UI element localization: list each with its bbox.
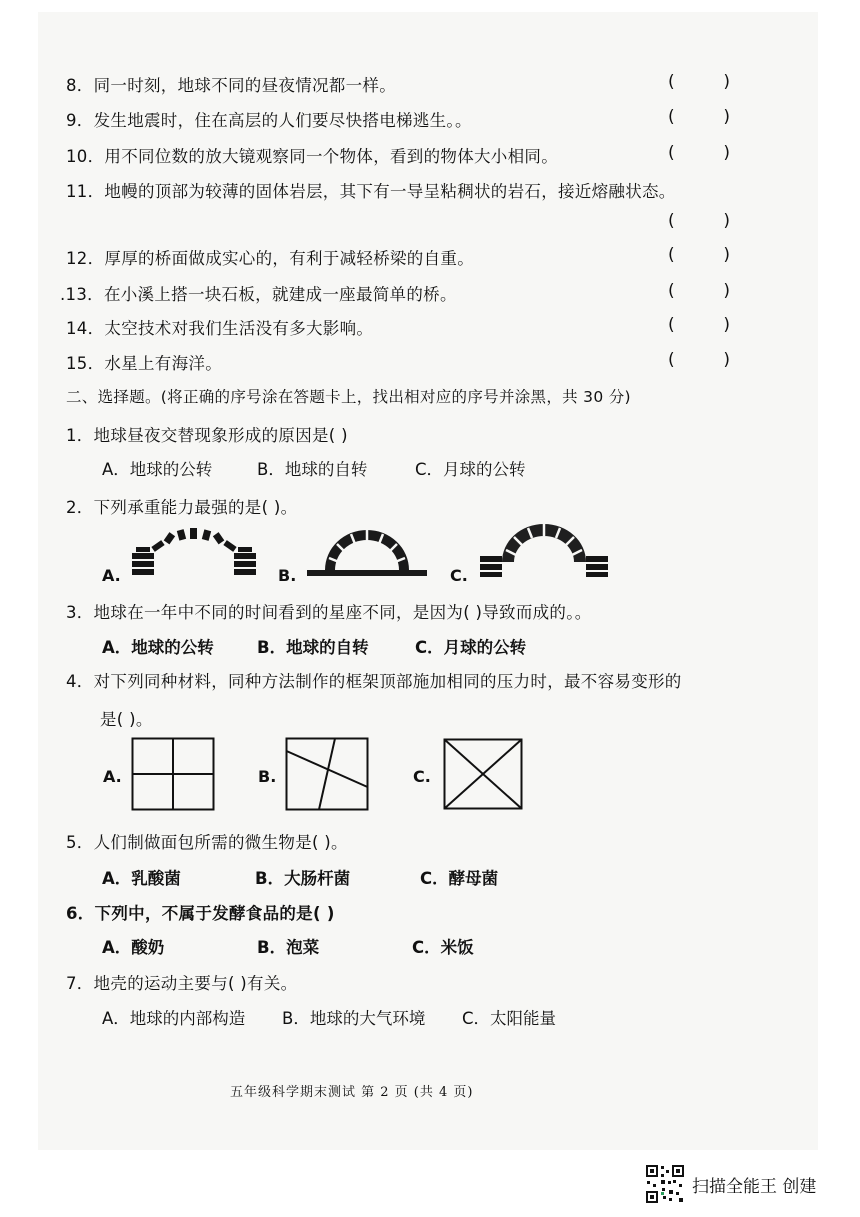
option-a: A．乳酸菌 <box>102 869 181 888</box>
answer-paren-12: ( ) <box>668 245 730 265</box>
option-a: A．地球的内部构造 <box>102 1009 246 1028</box>
question-8: 8．同一时刻，地球不同的昼夜情况都一样。 <box>66 76 396 95</box>
option-c: C．米饭 <box>412 938 474 957</box>
option-c: C．月球的公转 <box>415 460 526 479</box>
page-footer: 五年级科学期末测试 第 2 页 (共 4 页) <box>230 1085 474 1100</box>
choice-question-2: 2．下列承重能力最强的是( )。 <box>66 498 298 517</box>
choice-options-5 <box>102 865 498 889</box>
frame-label-c: C. <box>413 767 431 786</box>
option-b: B．大肠杆菌 <box>255 869 351 888</box>
choice-question-1: 1．地球昼夜交替现象形成的原因是( ) <box>66 426 348 445</box>
option-c: C．太阳能量 <box>462 1009 557 1028</box>
section-2-title: 二、选择题。(将正确的序号涂在答题卡上，找出相对应的序号并涂黑，共 30 分) <box>66 388 631 406</box>
option-b: B．地球的自转 <box>257 460 368 479</box>
answer-paren-14: ( ) <box>668 315 730 335</box>
option-c: C．月球的公转 <box>415 638 527 657</box>
frame-label-b: B. <box>258 767 277 786</box>
frame-figure-b <box>285 737 369 811</box>
choice-question-3: 3．地球在一年中不同的时间看到的星座不同，是因为( )导致而成的。。 <box>66 603 592 622</box>
question-9: 9．发生地震时，住在高层的人们要尽快搭电梯逃生。。 <box>66 111 472 130</box>
frame-figure-c <box>443 738 523 810</box>
option-a: A．地球的公转 <box>102 638 214 657</box>
question-10: 10．用不同位数的放大镜观察同一个物体，看到的物体大小相同。 <box>66 147 558 166</box>
answer-paren-13: ( ) <box>668 281 730 301</box>
choice-options-6 <box>102 934 474 958</box>
answer-paren-8: ( ) <box>668 72 730 92</box>
answer-paren-9: ( ) <box>668 107 730 127</box>
option-a: A．酸奶 <box>102 938 165 957</box>
option-b: B．地球的自转 <box>257 638 369 657</box>
choice-question-6: 6．下列中，不属于发酵食品的是( ) <box>66 904 335 923</box>
choice-options-3 <box>102 634 526 658</box>
choice-question-5: 5．人们制做面包所需的微生物是( )。 <box>66 833 348 852</box>
figure-label-b: B. <box>278 566 297 585</box>
choice-options-1 <box>102 456 526 480</box>
arch-figure-a <box>128 525 260 577</box>
arch-figure-c <box>478 522 610 578</box>
question-13: .13．在小溪上搭一块石板，就建成一座最简单的桥。 <box>60 285 457 304</box>
choice-question-4-cont: 是( )。 <box>100 710 153 729</box>
option-a: A．地球的公转 <box>102 460 213 479</box>
scanner-watermark: 扫描全能王 创建 <box>692 1177 817 1197</box>
question-11: 11．地幔的顶部为较薄的固体岩层，其下有一导呈粘稠状的岩石，接近熔融状态。 <box>66 182 676 201</box>
question-14: 14．太空技术对我们生活没有多大影响。 <box>66 319 374 338</box>
option-b: B．地球的大气环境 <box>282 1009 426 1028</box>
frame-figure-a <box>131 737 215 811</box>
choice-options-7 <box>102 1005 556 1029</box>
arch-figure-b <box>305 526 429 580</box>
answer-paren-15: ( ) <box>668 350 730 370</box>
question-12: 12．厚厚的桥面做成实心的，有利于减轻桥梁的自重。 <box>66 249 474 268</box>
qr-code-icon <box>645 1164 685 1204</box>
answer-paren-10: ( ) <box>668 143 730 163</box>
figure-label-a: A. <box>102 566 121 585</box>
answer-paren-11: ( ) <box>668 211 730 231</box>
figure-label-c: C. <box>450 566 468 585</box>
option-b: B．泡菜 <box>257 938 320 957</box>
choice-question-7: 7．地壳的运动主要与( )有关。 <box>66 974 298 993</box>
frame-label-a: A. <box>103 767 122 786</box>
option-c: C．酵母菌 <box>420 869 499 888</box>
question-15: 15．水星上有海洋。 <box>66 354 222 373</box>
choice-question-4: 4．对下列同种材料，同种方法制作的框架顶部施加相同的压力时，最不容易变形的 <box>66 672 682 691</box>
